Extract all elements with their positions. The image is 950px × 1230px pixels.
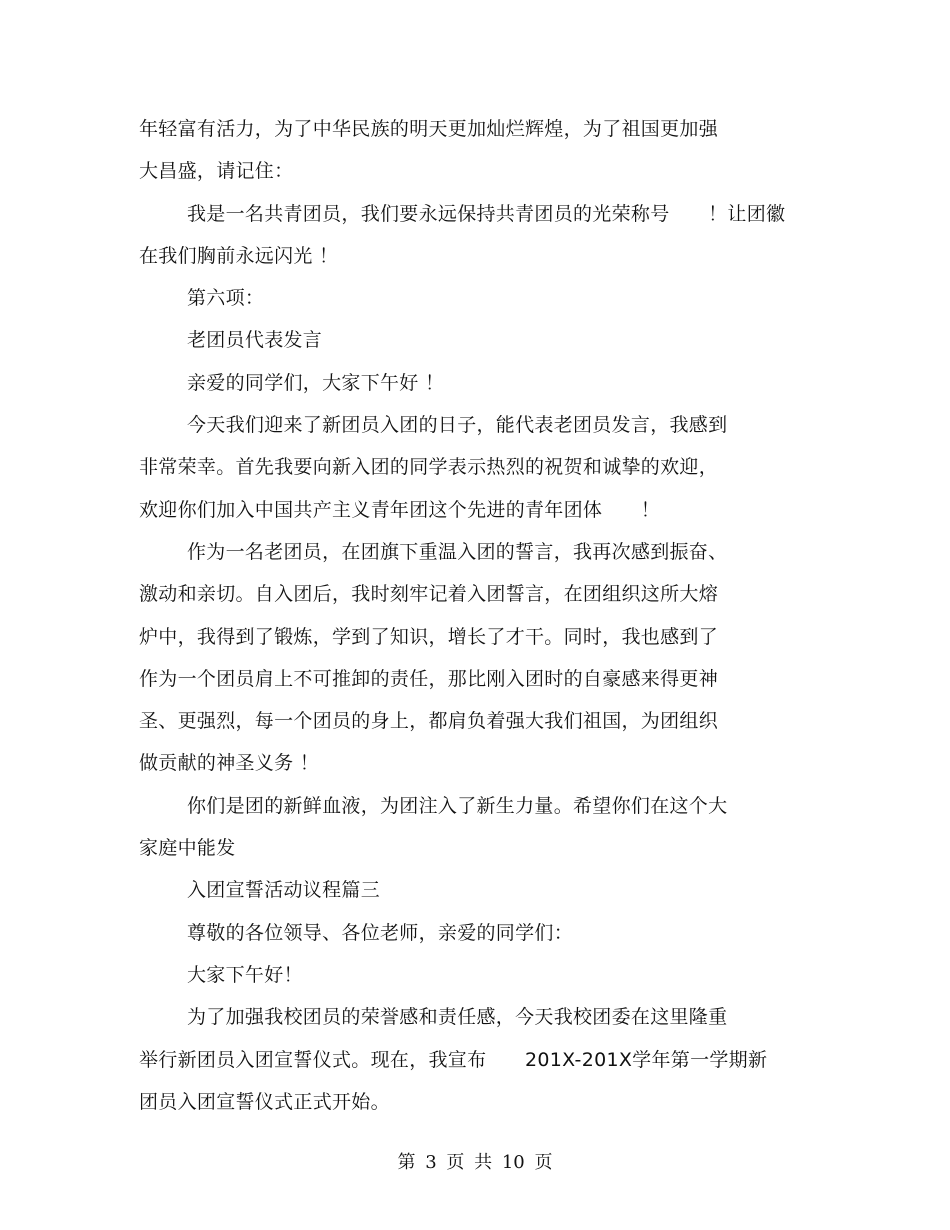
- text-line: 作为一名老团员，在团旗下重温入团的誓言，我再次感到振奋、: [187, 540, 728, 563]
- text-line: 作为一个团员肩上不可推卸的责任，那比刚入团时的自豪感来得更神: [139, 667, 719, 690]
- text-line: 举行新团员入团宣誓仪式。现在，我宣布 201X-201X学年第一学期新: [139, 1048, 768, 1071]
- text-line: 大家下午好！: [187, 963, 303, 986]
- text-line: 你们是团的新鲜血液，为团注入了新生力量。希望你们在这个大: [187, 794, 728, 817]
- page-footer: 第 3 页 共 10 页: [397, 1152, 553, 1173]
- text-line: 为了加强我校团员的荣誉感和责任感，今天我校团委在这里隆重: [187, 1006, 728, 1029]
- text-line: 年轻富有活力，为了中华民族的明天更加灿烂辉煌，为了祖国更加强: [139, 118, 719, 140]
- text-line: 做贡献的神圣义务 ！: [139, 752, 320, 775]
- text-line: 今天我们迎来了新团员入团的日子，能代表老团员发言，我感到: [187, 414, 728, 437]
- text-line: 我是一名共青团员，我们要永远保持共青团员的光荣称号 ！让团徽: [187, 202, 786, 225]
- document-body: [0, 108, 950, 1123]
- text-line: 大昌盛，请记住：: [139, 160, 294, 183]
- text-line: 家庭中能发: [139, 837, 236, 860]
- text-line: 尊敬的各位领导、各位老师，亲爱的同学们：: [187, 921, 574, 944]
- text-line: 炉中，我得到了锻炼，学到了知识，增长了才干。同时，我也感到了: [139, 625, 719, 648]
- text-line: 老团员代表发言: [187, 329, 323, 352]
- text-line: 在我们胸前永远闪光 ！: [139, 244, 339, 267]
- text-line: 非常荣幸。首先我要向新入团的同学表示热烈的祝贺和诚挚的欢迎，: [139, 456, 719, 479]
- text-line: 入团宣誓活动议程篇三: [187, 879, 381, 902]
- text-line: 激动和亲切。自入团后，我时刻牢记着入团誓言，在团组织这所大熔: [139, 583, 719, 606]
- text-line: 团员入团宣誓仪式正式开始。: [139, 1090, 390, 1113]
- text-line: 圣、更强烈，每一个团员的身上，都肩负着强大我们祖国，为团组织: [139, 710, 719, 733]
- text-line: 第六项：: [187, 287, 265, 310]
- text-line: 亲爱的同学们，大家下午好 ！: [187, 371, 445, 394]
- text-line: 欢迎你们加入中国共产主义青年团这个先进的青年团体 ！: [139, 498, 661, 521]
